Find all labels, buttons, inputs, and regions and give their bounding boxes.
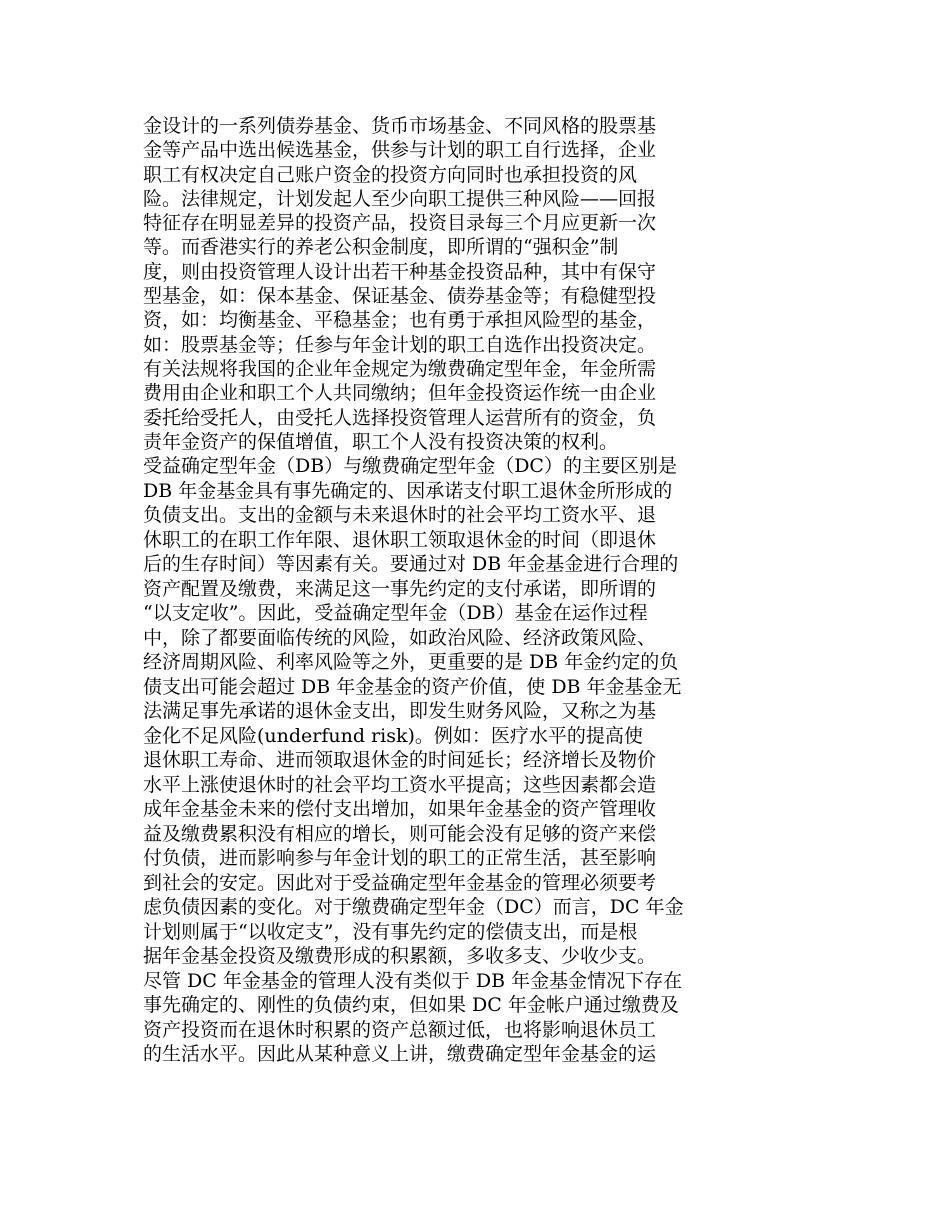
text-line: 到社会的安定。因此对于受益确定型年金基金的管理必须要考: [143, 871, 657, 894]
paragraph-2: [143, 454, 753, 1067]
text-line: 中，除了都要面临传统的风险，如政治风险、经济政策风险、: [143, 626, 657, 649]
text-line: 法满足事先承诺的退休金支出，即发生财务风险，又称之为基: [143, 700, 657, 723]
text-line: 的生活水平。因此从某种意义上讲，缴费确定型年金基金的运: [143, 1043, 657, 1066]
text-line: 有关法规将我国的企业年金规定为缴费确定型年金，年金所需: [143, 357, 657, 380]
text-line: 职工有权决定自己账户资金的投资方向同时也承担投资的风: [143, 163, 638, 186]
text-line: 责年金资产的保值增值，职工个人没有投资决策的权利。: [143, 430, 619, 453]
text-line: 尽管 DC 年金基金的管理人没有类似于 DB 年金基金情况下存在: [143, 969, 683, 992]
text-line: 特征存在明显差异的投资产品，投资目录每三个月应更新一次: [143, 212, 657, 235]
text-line: 水平上涨使退休时的社会平均工资水平提高；这些因素都会造: [143, 773, 657, 796]
text-line: 受益确定型年金（DB）与缴费确定型年金（DC）的主要区别是: [143, 455, 677, 478]
text-line: 休职工的在职工作年限、退休职工领取退休金的时间（即退休: [143, 528, 657, 551]
text-line: 型基金，如：保本基金、保证基金、债券基金等；有稳健型投: [143, 285, 657, 308]
text-line: 资产配置及缴费，来满足这一事先约定的支付承诺，即所谓的: [143, 577, 657, 600]
text-line: 等。而香港实行的养老公积金制度，即所谓的“强积金”制: [143, 236, 619, 259]
text-line: 险。法律规定，计划发起人至少向职工提供三种风险——回报: [143, 187, 657, 210]
text-line: 金设计的一系列债券基金、货币市场基金、不同风格的股票基: [143, 115, 657, 137]
text-line: 经济周期风险、利率风险等之外，更重要的是 DB 年金约定的负: [143, 651, 679, 674]
paragraph-1: [143, 114, 753, 454]
text-line: 退休职工寿命、进而领取退休金的时间延长；经济增长及物价: [143, 749, 657, 772]
text-line: 金等产品中选出候选基金，供参与计划的职工自行选择，企业: [143, 139, 657, 162]
text-line: 如：股票基金等；任参与年金计划的职工自选作出投资决定。: [143, 333, 657, 356]
text-line: 金化不足风险(underfund risk)。例如：医疗水平的提高使: [143, 724, 643, 747]
text-line: 据年金基金投资及缴费形成的积累额，多收多支、少收少支。: [143, 945, 657, 968]
text-line: DB 年金基金具有事先确定的、因承诺支付职工退休金所形成的: [143, 479, 673, 502]
text-line: 负债支出。支出的金额与未来退休时的社会平均工资水平、退: [143, 504, 657, 527]
text-line: 度，则由投资管理人设计出若干种基金投资品种，其中有保守: [143, 260, 657, 283]
text-line: 事先确定的、刚性的负债约束，但如果 DC 年金帐户通过缴费及: [143, 994, 679, 1017]
text-line: 债支出可能会超过 DB 年金基金的资产价值，使 DB 年金基金无: [143, 675, 682, 698]
text-line: 付负债，进而影响参与年金计划的职工的正常生活，甚至影响: [143, 847, 657, 870]
text-line: 费用由企业和职工个人共同缴纳；但年金投资运作统一由企业: [143, 382, 657, 405]
text-line: 资，如：均衡基金、平稳基金；也有勇于承担风险型的基金，: [143, 309, 657, 332]
text-line: 资产投资而在退休时积累的资产总额过低，也将影响退休员工: [143, 1018, 657, 1041]
text-line: 后的生存时间）等因素有关。要通过对 DB 年金基金进行合理的: [143, 553, 679, 576]
text-line: 成年金基金未来的偿付支出增加，如果年金基金的资产管理收: [143, 798, 657, 821]
text-line: “以支定收”。因此，受益确定型年金（DB）基金在运作过程: [143, 602, 648, 625]
text-line: 委托给受托人，由受托人选择投资管理人运营所有的资金，负: [143, 406, 657, 429]
document-body: [143, 114, 753, 1067]
text-line: 虑负债因素的变化。对于缴费确定型年金（DC）而言，DC 年金: [143, 896, 684, 919]
text-line: 计划则属于“以收定支”，没有事先约定的偿债支出，而是根: [143, 920, 638, 943]
text-line: 益及缴费累积没有相应的增长，则可能会没有足够的资产来偿: [143, 822, 657, 845]
